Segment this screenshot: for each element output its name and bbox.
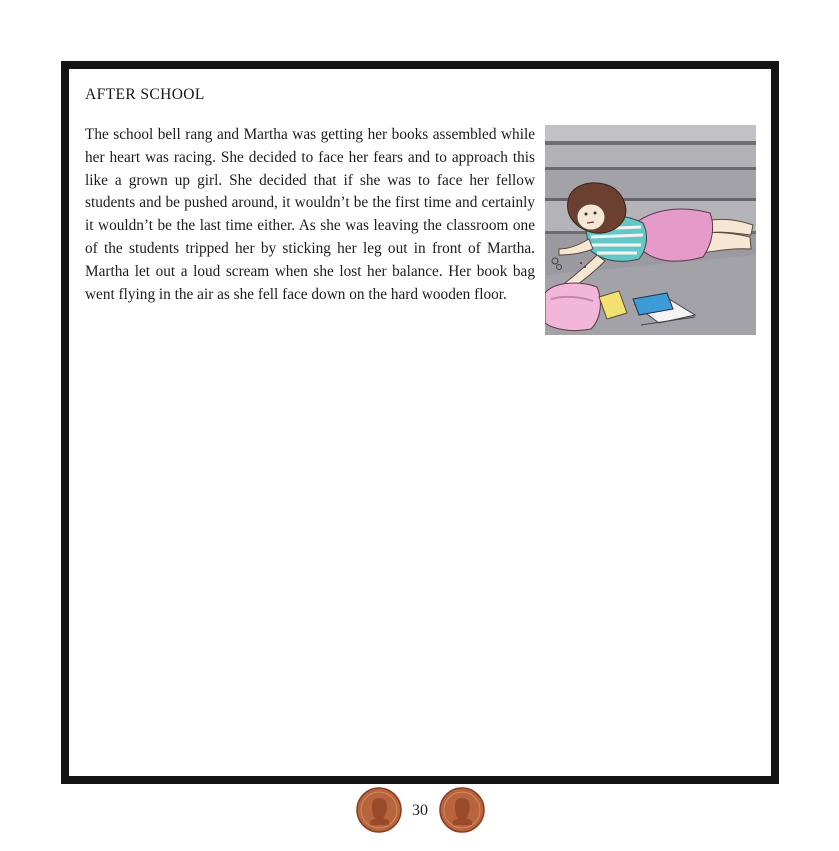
- penny-coin-icon: [356, 787, 402, 833]
- story-paragraph: The school bell rang and Martha was getting her books assembled while her heart was racing. She decided to face her fears and to approach this like a grown up girl. She decided that if she was to face her fellow students and be pushed around, it wouldn’t be the first time and certainly it wouldn’t be the last time either. As she was leaving the classroom one of the students tripped her by sticking her leg out in front of Martha. Martha let out a loud scream when she lost her balance. Her book bag went flying in the air as she fell face down on the hard wooden floor.: [85, 126, 535, 303]
- page-frame: [61, 61, 779, 784]
- girl-tripping-illustration: [545, 125, 756, 335]
- penny-coin-icon: [439, 787, 485, 833]
- page-footer: [0, 787, 839, 837]
- page-number: 30: [412, 802, 428, 819]
- chapter-title: AFTER SCHOOL: [85, 86, 205, 103]
